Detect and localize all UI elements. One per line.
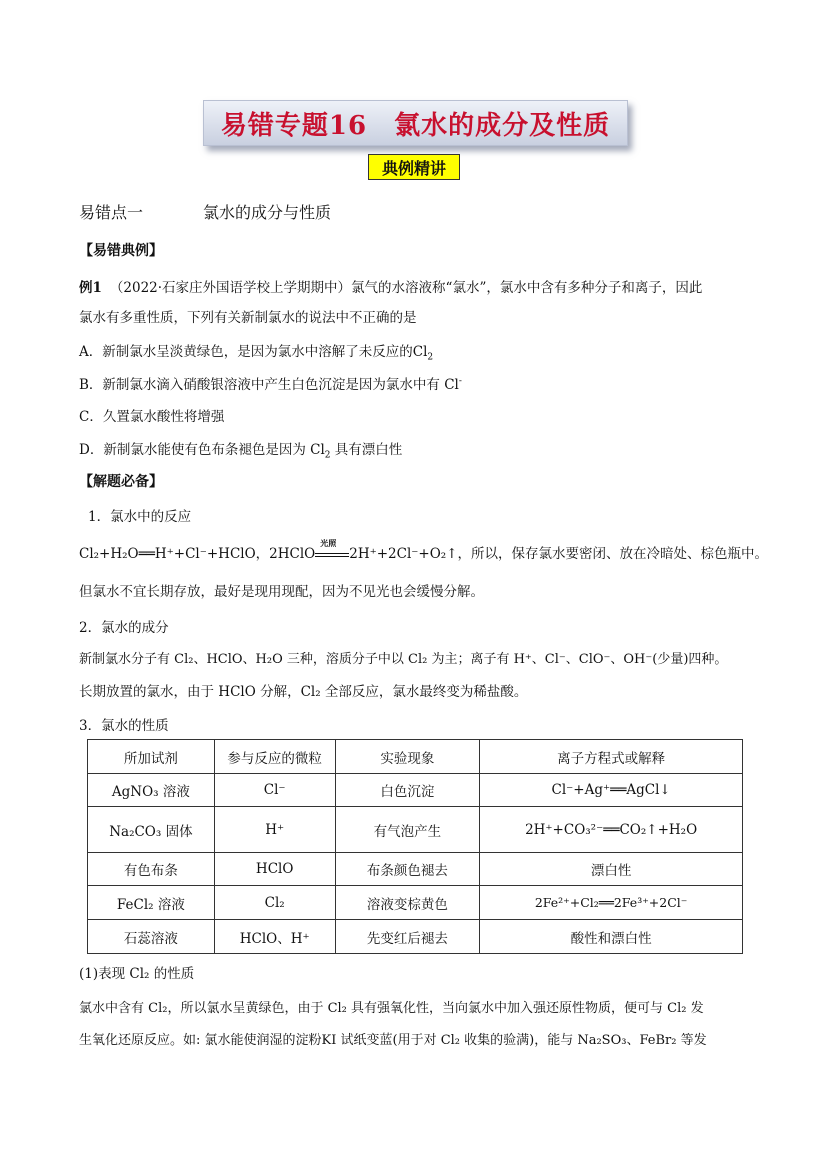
reaction-condition: 光照: [320, 538, 337, 548]
table-cell: AgNO₃ 溶液: [88, 774, 215, 807]
table-cell: 漂白性: [480, 853, 743, 886]
example-stem-a: 氯气的水溶液称“氯水”，氯水中含有多种分子和离子，因此: [351, 280, 703, 296]
option-b-text: B．新制氯水滴入硝酸银溶液中产生白色沉淀是因为氯水中有 Cl: [79, 377, 459, 393]
table-cell: Cl⁻+Ag⁺══AgCl↓: [480, 774, 743, 807]
table-header: 实验现象: [335, 740, 480, 774]
table-cell: H⁺: [214, 807, 335, 853]
table-cell: 溶液变棕黄色: [335, 886, 480, 920]
point4-title: (1)表现 Cl₂ 的性质: [79, 966, 195, 982]
table-cell: 白色沉淀: [335, 774, 480, 807]
table-cell: 石蕊溶液: [88, 920, 215, 954]
example-source: （2022·石家庄外国语学校上学期期中）: [109, 280, 352, 296]
table-cell: Na₂CO₃ 固体: [88, 807, 215, 853]
table-cell: 有气泡产生: [335, 807, 480, 853]
table-cell: Cl⁻: [214, 774, 335, 807]
table-header: 所加试剂: [88, 740, 215, 774]
section-heading: [79, 200, 331, 223]
option-a: A．新制氯水呈淡黄绿色，是因为氯水中溶解了未反应的$Cl_2$: [79, 344, 434, 363]
reaction-arrow: [315, 538, 349, 562]
table-cell: HClO: [214, 853, 335, 886]
table-header: 参与反应的微粒: [214, 740, 335, 774]
table-row: [88, 853, 743, 886]
table-header-row: [88, 740, 743, 774]
option-d-text2: 具有漂白性: [334, 442, 403, 458]
point3-title: 3．氯水的性质: [79, 718, 169, 734]
point2-title: 2．氯水的成分: [79, 620, 169, 636]
example-stem-line2: 氯水有多重性质，下列有关新制氯水的说法中不正确的是: [79, 310, 417, 326]
point4-line2: 生氧化还原反应。如: 氯水能使润湿的淀粉KI 试纸变蓝(用于对 Cl₂ 收集的验满)，能与 Na₂SO₃、FeBr₂ 等发: [79, 1033, 707, 1048]
table-cell: 布条颜色褪去: [335, 853, 480, 886]
table-row: [88, 774, 743, 807]
table-cell: Cl₂: [214, 886, 335, 920]
table-row: [88, 920, 743, 954]
equation-part1: Cl₂+H₂O══H⁺+Cl⁻+HClO，2HClO: [79, 546, 316, 562]
point1-equation: [79, 538, 769, 562]
option-b: B．新制氯水滴入硝酸银溶液中产生白色沉淀是因为氯水中有 Cl-: [79, 376, 462, 393]
point1-title: 1．氯水中的反应: [88, 509, 192, 525]
point1-note: 但氯水不宜长期存放，最好是现用现配，因为不见光也会缓慢分解。: [79, 584, 484, 600]
table-cell: 2H⁺+CO₃²⁻══CO₂↑+H₂O: [480, 807, 743, 853]
table-cell: 2Fe²⁺+Cl₂══2Fe³⁺+2Cl⁻: [480, 886, 743, 920]
point2-line2: 长期放置的氯水，由于 HClO 分解，Cl₂ 全部反应，氯水最终变为稀盐酸。: [79, 684, 528, 700]
page-title: 易错专题16 氯水的成分及性质: [220, 110, 611, 141]
section-title: 氯水的成分与性质: [203, 203, 332, 222]
solution-header: 【解题必备】: [79, 474, 163, 490]
section-label: 易错点一: [79, 203, 144, 222]
example-stem-line1: [79, 276, 702, 296]
option-d: D．新制氯水能使有色布条褪色是因为 $Cl_2$ 具有漂白性: [79, 442, 403, 461]
table-cell: 先变红后褪去: [335, 920, 480, 954]
example-header: 【易错典例】: [79, 243, 163, 259]
table-header: 离子方程式或解释: [480, 740, 743, 774]
equation-part2: 2H⁺+2Cl⁻+O₂↑，所以，保存氯水要密闭、放在冷暗处、棕色瓶中。: [349, 546, 769, 562]
option-d-text: D．新制氯水能使有色布条褪色是因为 Cl: [79, 442, 325, 458]
option-c: C．久置氯水酸性将增强: [79, 409, 225, 425]
table-cell: 酸性和漂白性: [480, 920, 743, 954]
point2-line1: 新制氯水分子有 Cl₂、HClO、H₂O 三种，溶质分子中以 Cl₂ 为主；离子有 H⁺、Cl⁻、ClO⁻、OH⁻(少量)四种。: [79, 652, 728, 667]
properties-table: [87, 739, 743, 954]
example-number: 例1: [79, 280, 102, 296]
table-cell: HClO、H⁺: [214, 920, 335, 954]
table-row: [88, 807, 743, 853]
section-tag: 典例精讲: [368, 154, 460, 180]
table-row: [88, 886, 743, 920]
option-a-text: A．新制氯水呈淡黄绿色，是因为氯水中溶解了未反应的Cl: [79, 344, 428, 360]
table-cell: FeCl₂ 溶液: [88, 886, 215, 920]
table-cell: 有色布条: [88, 853, 215, 886]
point4-line1: 氯水中含有 Cl₂，所以氯水呈黄绿色，由于 Cl₂ 具有强氧化性，当向氯水中加入强还原性物质，便可与 Cl₂ 发: [79, 1001, 704, 1016]
title-banner: [203, 100, 628, 146]
